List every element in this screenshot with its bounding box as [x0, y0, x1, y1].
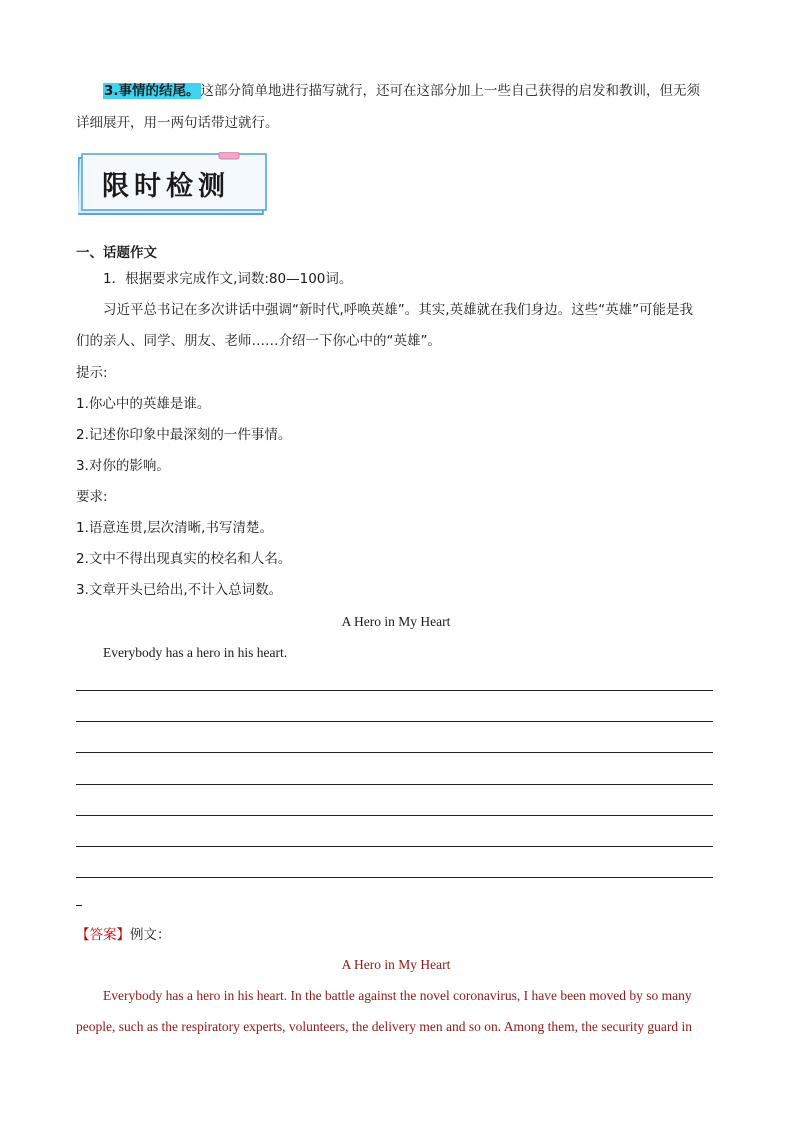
answer-label: 【答案】 [76, 927, 130, 943]
requirement-item: 3.文章开头已给出,不计入总词数。 [76, 582, 283, 598]
prompt-line2: 们的亲人、同学、朋友、老师……介绍一下你心中的“英雄”。 [76, 333, 441, 349]
answer-label-suffix: 例文： [130, 927, 171, 943]
hints-label: 提示: [76, 365, 108, 381]
section3-label: 3.事情的结尾。 [104, 83, 200, 99]
answer-line1: Everybody has a hero in his heart. In the battle against the novel coronavirus, I have been moved by so many [103, 988, 692, 1003]
requirement-item: 1.语意连贯,层次清晰,书写清楚。 [76, 520, 273, 536]
hint-item: 3.对你的影响。 [76, 458, 170, 474]
answer-line2: people, such as the respiratory experts, volunteers, the delivery men and so on. Among them, the security guard in [76, 1019, 692, 1034]
section3-line2: 详细展开，用一两句话带过就行。 [76, 115, 279, 131]
hint-item: 2.记述你印象中最深刻的一件事情。 [76, 427, 292, 443]
banner-title: 限时检测 [102, 171, 230, 202]
writing-line [76, 815, 713, 816]
writing-line [76, 784, 713, 785]
hint-item: 1.你心中的英雄是谁。 [76, 396, 211, 412]
prompt-line1: 习近平总书记在多次讲话中强调“新时代,呼唤英雄”。其实,英雄就在我们身边。这些“英雄”可能是我 [103, 302, 694, 318]
requirement-item: 2.文中不得出现真实的校名和人名。 [76, 551, 292, 567]
writing-line [76, 721, 713, 722]
writing-line [76, 752, 713, 753]
writing-line [76, 877, 713, 878]
section3-line1 [103, 81, 743, 101]
answer-header [76, 925, 716, 945]
writing-line [76, 690, 713, 691]
short-dash [76, 905, 82, 906]
section3-text: 这部分简单地进行描写就行，还可在这部分加上一些自己获得的启发和教训，但无须 [200, 83, 701, 99]
question-text: 1．根据要求完成作文,词数:80—100词。 [103, 271, 353, 287]
part1-heading: 一、话题作文 [76, 245, 157, 261]
requirements-label: 要求: [76, 489, 108, 505]
answer-title: A Hero in My Heart [341, 957, 451, 972]
essay-opening: Everybody has a hero in his heart. [103, 645, 288, 660]
writing-line [76, 846, 713, 847]
essay-title: A Hero in My Heart [341, 614, 451, 629]
binder-clip-icon [219, 152, 239, 159]
